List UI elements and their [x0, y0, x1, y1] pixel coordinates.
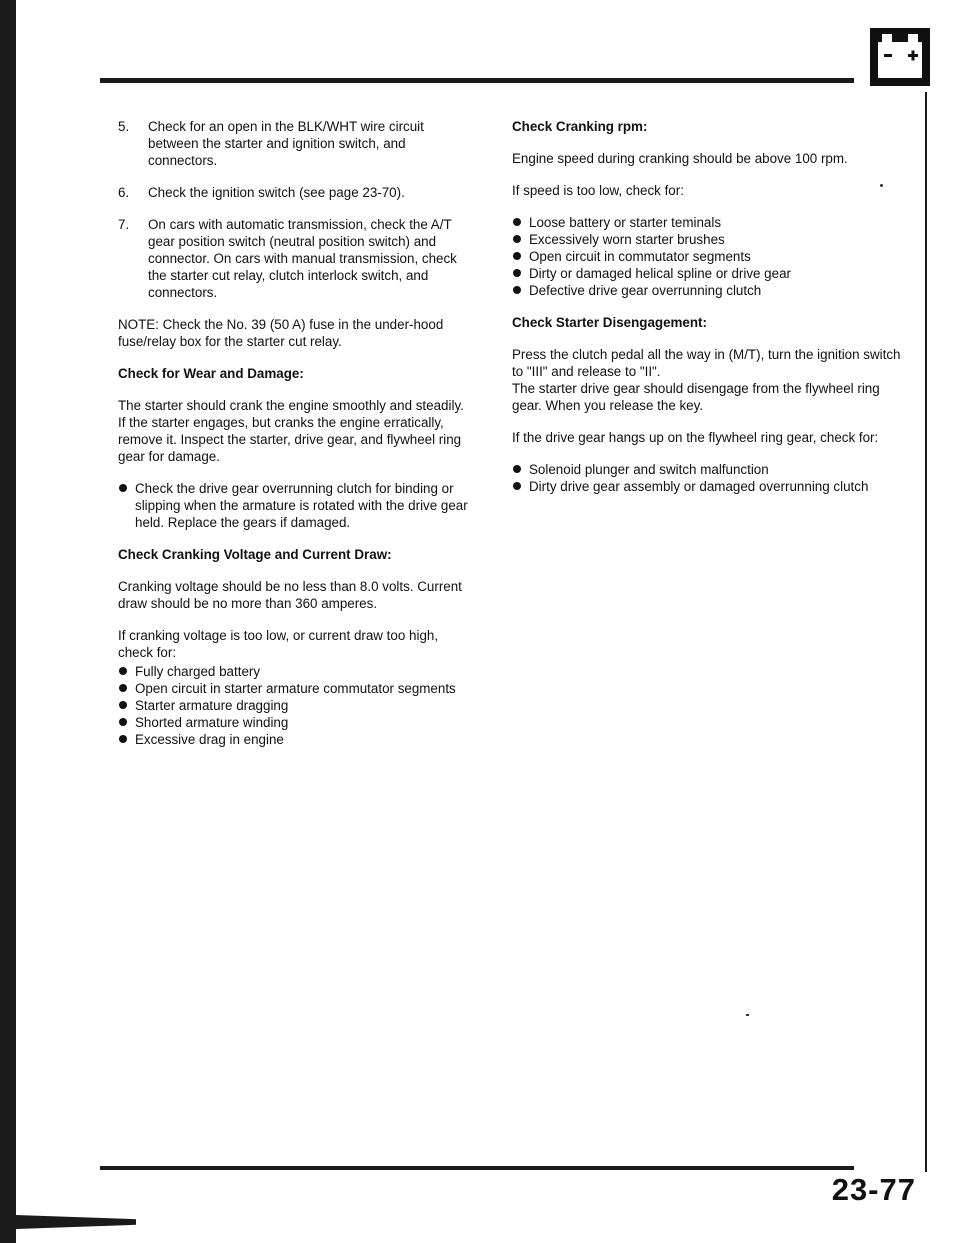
- voltage-bullet-list: [118, 663, 473, 748]
- step-number: 7.: [118, 217, 130, 232]
- disengage-bullet-list: [512, 461, 904, 495]
- step-text: Check the ignition switch (see page 23-70).: [148, 185, 405, 200]
- wear-bullet: Check the drive gear overrunning clutch for binding or slipping when the armature is rotated with the drive gear held. Replace the gears if damaged.: [118, 480, 473, 531]
- list-item: Dirty or damaged helical spline or drive gear: [512, 265, 904, 282]
- disengage-paragraph-2: The starter drive gear should disengage from the flywheel ring gear. When you release the key.: [512, 381, 880, 413]
- step-number: 5.: [118, 119, 130, 134]
- list-item: Dirty drive gear assembly or damaged overrunning clutch: [512, 478, 904, 495]
- voltage-paragraph: Cranking voltage should be no less than 8.0 volts. Current draw should be no more than 360 amperes.: [118, 579, 462, 611]
- step-6: [118, 184, 473, 201]
- list-item: Excessively worn starter brushes: [512, 231, 904, 248]
- step-7: [118, 216, 473, 301]
- list-item: Excessive drag in engine: [118, 731, 473, 748]
- wear-heading: Check for Wear and Damage:: [118, 366, 304, 381]
- list-item: Loose battery or starter teminals: [512, 214, 904, 231]
- disengage-paragraph-1: Press the clutch pedal all the way in (M/T), turn the ignition switch to "III" and release to "II".: [512, 347, 901, 379]
- list-item: Shorted armature winding: [118, 714, 473, 731]
- rpm-paragraph: Engine speed during cranking should be above 100 rpm.: [512, 151, 848, 166]
- voltage-check-intro: If cranking voltage is too low, or current draw too high, check for:: [118, 628, 439, 660]
- step-text: On cars with automatic transmission, check the A/T gear position switch (neutral position switch) and connector. On cars with manual transmission, check the starter cut relay, clutch interlock switch, and connectors.: [148, 217, 457, 300]
- list-item: Solenoid plunger and switch malfunction: [512, 461, 904, 478]
- header-rule: [100, 78, 854, 83]
- left-edge-tab: [16, 1215, 136, 1229]
- list-item: Defective drive gear overrunning clutch: [512, 282, 904, 299]
- step-number: 6.: [118, 185, 130, 200]
- list-item: Fully charged battery: [118, 663, 473, 680]
- battery-icon: [868, 26, 932, 88]
- speck: [746, 1014, 749, 1016]
- list-item: Starter armature dragging: [118, 697, 473, 714]
- page-number: 23-77: [831, 1172, 916, 1207]
- disengage-heading: Check Starter Disengagement:: [512, 315, 707, 330]
- right-rule: [925, 92, 927, 1172]
- rpm-bullet-list: [512, 214, 904, 299]
- disengage-check-intro: If the drive gear hangs up on the flywheel ring gear, check for:: [512, 430, 879, 445]
- step-5: [118, 118, 473, 169]
- left-column: [118, 118, 473, 763]
- list-item: Open circuit in commutator segments: [512, 248, 904, 265]
- minus-terminal-icon: [884, 54, 892, 57]
- list-item: Open circuit in starter armature commutator segments: [118, 680, 473, 697]
- fuse-note: NOTE: Check the No. 39 (50 A) fuse in the under-hood fuse/relay box for the starter cut relay.: [118, 317, 444, 349]
- voltage-heading: Check Cranking Voltage and Current Draw:: [118, 547, 392, 562]
- right-column: [512, 118, 904, 510]
- left-edge-bar: [0, 0, 16, 1243]
- wear-paragraph: The starter should crank the engine smoothly and steadily. If the starter engages, but cranks the engine erratically, remove it. Inspect the starter, drive gear, and flywheel ring gear for damage.: [118, 398, 464, 464]
- rpm-heading: Check Cranking rpm:: [512, 119, 648, 134]
- footer-rule: [100, 1166, 854, 1170]
- rpm-check-intro: If speed is too low, check for:: [512, 183, 684, 198]
- step-text: Check for an open in the BLK/WHT wire circuit between the starter and ignition switch, and connectors.: [148, 119, 424, 168]
